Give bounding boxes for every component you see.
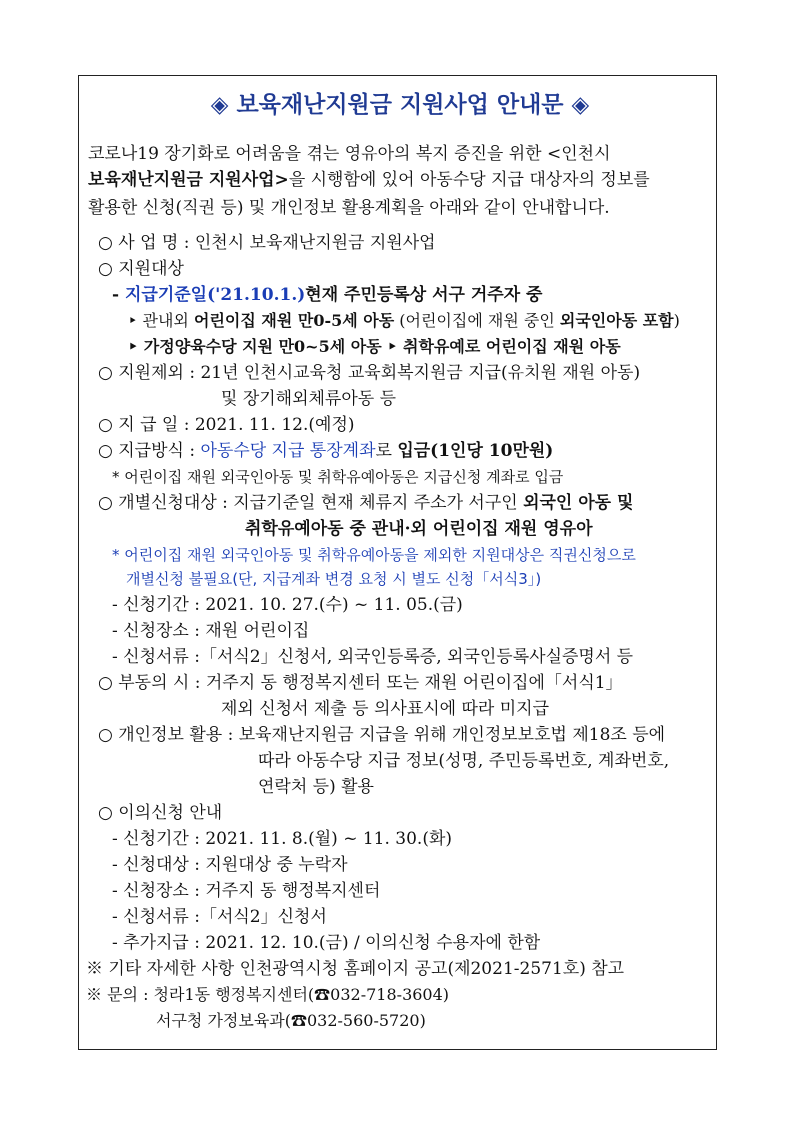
refusal-line-2: 제외 신청서 제출 등 의사표시에 따라 미지급 [221, 699, 550, 719]
page-title: ◈ 보육재난지원금 지원사업 안내문 ◈ [210, 92, 590, 118]
payment-note: * 어린이집 재원 외국인아동 및 취학유예아동은 지급신청 계좌로 입금 [112, 468, 564, 486]
intro-line-1: 코로나19 장기화로 어려움을 겪는 영유아의 복지 증진을 위한 <인천시 [88, 144, 611, 164]
objection-period: - 신청기간 : 2021. 11. 8.(월) ~ 11. 30.(화) [112, 829, 453, 849]
target-heading: ○ 지원대상 [98, 259, 184, 279]
payment-method-label: ○ 지급방식 : [98, 441, 201, 461]
privacy-line-3: 연락처 등) 활용 [258, 777, 374, 797]
contact-line-1: ※ 문의 : 청라1동 행정복지센터(☎032-718-3604) [86, 985, 450, 1004]
payment-method [98, 439, 553, 463]
target-sub-1-close: ) [673, 311, 680, 330]
individual-target-line-1 [98, 491, 633, 515]
payment-method-particle: 로 [375, 441, 398, 461]
target-criteria-rest: 현재 주민등록상 서구 거주자 중 [305, 285, 543, 305]
exclusion-line-2: 및 장기해외체류아동 등 [221, 389, 397, 409]
intro-line-2 [88, 168, 650, 192]
target-sub-1 [128, 309, 680, 333]
objection-heading: ○ 이의신청 안내 [98, 803, 223, 823]
target-sub-1-foreign: 외국인아동 포함 [559, 311, 674, 330]
individual-target-text: ○ 개별신청대상 : 지급기준일 현재 체류지 주소가 서구인 [98, 493, 524, 513]
application-documents: - 신청서류 :「서식2」신청서, 외국인등록증, 외국인등록사실증명서 등 [112, 647, 634, 667]
intro-line-3: 활용한 신청(직권 등) 및 개인정보 활용계획을 아래와 같이 안내합니다. [88, 198, 610, 218]
etc-note: ※ 기타 자세한 사항 인천광역시청 홈페이지 공고(제2021-2571호) 참고 [86, 959, 625, 979]
contact-line-2: 서구청 가정보육과(☎032-560-5720) [156, 1011, 426, 1030]
payment-date: ○ 지 급 일 : 2021. 11. 12.(예정) [98, 415, 355, 435]
intro-line-2-rest: 을 시행함에 있어 아동수당 지급 대상자의 정보를 [288, 170, 650, 190]
objection-documents: - 신청서류 :「서식2」신청서 [112, 907, 327, 927]
refusal-line-1: ○ 부동의 시 : 거주지 동 행정복지센터 또는 재원 어린이집에「서식1」 [98, 673, 623, 693]
objection-target: - 신청대상 : 지원대상 중 누락자 [112, 855, 348, 875]
target-sub-1-paren: (어린이집에 재원 중인 [394, 311, 560, 330]
objection-place: - 신청장소 : 거주지 동 행정복지센터 [112, 881, 381, 901]
target-criteria [112, 283, 542, 307]
application-place: - 신청장소 : 재원 어린이집 [112, 621, 310, 641]
individual-note-line-2: 개별신청 불필요(단, 지급계좌 변경 요청 시 별도 신청「서식3」) [126, 570, 542, 588]
project-name: ○ 사 업 명 : 인천시 보육재난지원금 지원사업 [98, 233, 436, 253]
individual-target-foreign: 외국인 아동 및 [523, 493, 634, 513]
intro-program-name: 보육재난지원금 지원사업> [88, 170, 289, 190]
payment-method-amount: 입금(1인당 10만원) [397, 441, 554, 461]
target-sub-2: ‣ 가정양육수당 지원 만0~5세 아동 ‣ 취학유예로 어린이집 재원 아동 [128, 337, 621, 356]
individual-target-line-2: 취학유예아동 중 관내·외 어린이집 재원 영유아 [245, 519, 593, 539]
target-base-date: 지급기준일('21.10.1.) [124, 285, 306, 305]
privacy-line-2: 따라 아동수당 지급 정보(성명, 주민등록번호, 계좌번호, [258, 751, 670, 771]
individual-note-line-1: * 어린이집 재원 외국인아동 및 취학유예아동을 제외한 지원대상은 직권신청으로 [112, 546, 636, 564]
target-sub-1-daycare: 어린이집 재원 만0-5세 아동 [193, 311, 395, 330]
objection-extra-payment: - 추가지급 : 2021. 12. 10.(금) / 이의신청 수용자에 한함 [112, 933, 541, 953]
target-dash: - [112, 285, 125, 305]
application-period: - 신청기간 : 2021. 10. 27.(수) ~ 11. 05.(금) [112, 595, 463, 615]
exclusion-line-1: ○ 지원제외 : 21년 인천시교육청 교육회복지원금 지급(유치원 재원 아동) [98, 363, 641, 383]
payment-method-account: 아동수당 지급 통장계좌 [200, 441, 376, 461]
target-sub-1-prefix: ‣ 관내외 [128, 311, 194, 330]
privacy-line-1: ○ 개인정보 활용 : 보육재난지원금 지급을 위해 개인정보보호법 제18조 등에 [98, 725, 666, 745]
